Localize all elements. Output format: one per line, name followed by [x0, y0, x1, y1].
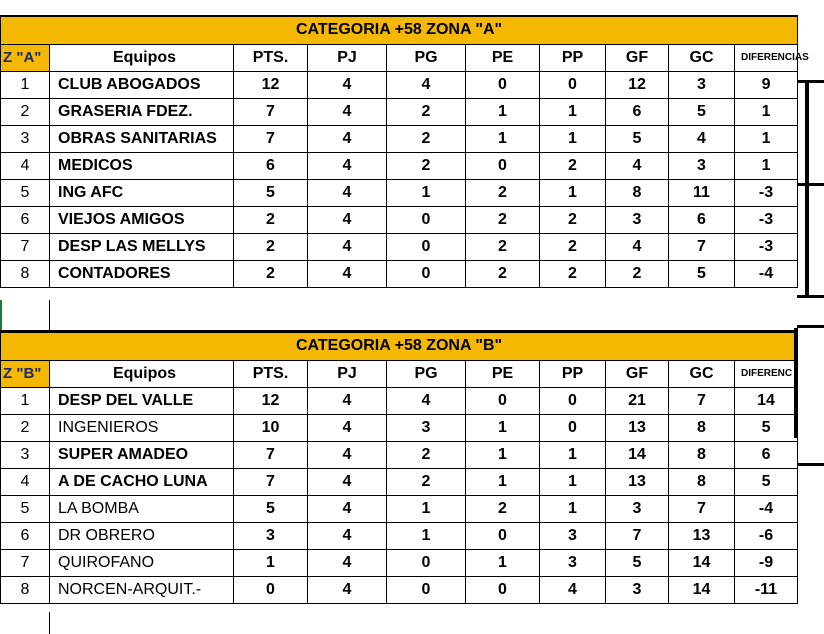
pe-cell: 1 — [466, 549, 540, 576]
pj-cell: 4 — [308, 522, 387, 549]
pe-cell: 0 — [466, 576, 540, 603]
diferencia-cell: 14 — [735, 387, 798, 414]
header-pe: PE — [466, 360, 540, 387]
zone-b-rows — [1, 387, 798, 603]
gf-cell: 2 — [606, 260, 669, 287]
pj-cell: 4 — [308, 152, 387, 179]
gf-cell: 7 — [606, 522, 669, 549]
pts-cell: 1 — [234, 549, 308, 576]
gc-cell: 14 — [669, 576, 735, 603]
team-name-cell: DESP LAS MELLYS — [50, 233, 234, 260]
pp-cell: 1 — [540, 468, 606, 495]
gf-cell: 21 — [606, 387, 669, 414]
rank-cell: 7 — [1, 549, 50, 576]
pj-cell: 4 — [308, 414, 387, 441]
pj-cell: 4 — [308, 260, 387, 287]
bracket-line — [794, 328, 798, 438]
pg-cell: 4 — [387, 387, 466, 414]
team-name-cell: VIEJOS AMIGOS — [50, 206, 234, 233]
pe-cell: 1 — [466, 468, 540, 495]
gf-cell: 5 — [606, 125, 669, 152]
gf-cell: 13 — [606, 468, 669, 495]
pg-cell: 1 — [387, 179, 466, 206]
header-row — [1, 360, 798, 387]
standings-table-zone-a — [0, 15, 809, 288]
gc-cell: 6 — [669, 206, 735, 233]
pg-cell: 2 — [387, 441, 466, 468]
table-title-row — [1, 332, 798, 360]
gc-cell: 13 — [669, 522, 735, 549]
pg-cell: 0 — [387, 206, 466, 233]
pe-cell: 0 — [466, 387, 540, 414]
gc-cell: 11 — [669, 179, 735, 206]
column-divider — [49, 300, 50, 330]
bracket-line — [797, 80, 824, 83]
team-name-cell: NORCEN-ARQUIT.- — [50, 576, 234, 603]
diferencia-cell: -9 — [735, 549, 798, 576]
team-name-cell: GRASERIA FDEZ. — [50, 98, 234, 125]
pg-cell: 0 — [387, 260, 466, 287]
header-gc: GC — [669, 360, 735, 387]
pe-cell: 0 — [466, 71, 540, 98]
header-zone: Z "B" — [1, 360, 50, 387]
header-row — [1, 44, 798, 71]
pts-cell: 6 — [234, 152, 308, 179]
bracket-line — [797, 325, 824, 328]
pp-cell: 3 — [540, 549, 606, 576]
pp-cell: 2 — [540, 152, 606, 179]
gf-cell: 5 — [606, 549, 669, 576]
diferencia-cell: 6 — [735, 441, 798, 468]
gc-cell: 8 — [669, 441, 735, 468]
rank-cell: 3 — [1, 125, 50, 152]
pg-cell: 4 — [387, 71, 466, 98]
rank-cell: 7 — [1, 233, 50, 260]
rank-cell: 8 — [1, 576, 50, 603]
table-title: CATEGORIA +58 ZONA "B" — [1, 332, 798, 360]
pp-cell: 1 — [540, 495, 606, 522]
pj-cell: 4 — [308, 549, 387, 576]
team-name-cell: DR OBRERO — [50, 522, 234, 549]
rank-cell: 2 — [1, 414, 50, 441]
pp-cell: 2 — [540, 233, 606, 260]
table-row — [1, 387, 798, 414]
pts-cell: 2 — [234, 206, 308, 233]
pts-cell: 3 — [234, 522, 308, 549]
diferencia-cell: 1 — [735, 125, 798, 152]
diferencia-cell: -11 — [735, 576, 798, 603]
pg-cell: 2 — [387, 125, 466, 152]
pp-cell: 2 — [540, 260, 606, 287]
pts-cell: 7 — [234, 125, 308, 152]
cell-selection-marker — [0, 300, 2, 330]
team-name-cell: INGENIEROS — [50, 414, 234, 441]
header-gc: GC — [669, 44, 735, 71]
diferencia-cell: -3 — [735, 179, 798, 206]
pj-cell: 4 — [308, 98, 387, 125]
pts-cell: 5 — [234, 179, 308, 206]
diferencia-cell: 5 — [735, 414, 798, 441]
team-name-cell: DESP DEL VALLE — [50, 387, 234, 414]
team-name-cell: LA BOMBA — [50, 495, 234, 522]
pts-cell: 7 — [234, 441, 308, 468]
pg-cell: 2 — [387, 468, 466, 495]
pts-cell: 12 — [234, 387, 308, 414]
diferencia-cell: 1 — [735, 152, 798, 179]
gc-cell: 7 — [669, 387, 735, 414]
table-row — [1, 125, 798, 152]
pp-cell: 1 — [540, 441, 606, 468]
pj-cell: 4 — [308, 125, 387, 152]
pe-cell: 1 — [466, 414, 540, 441]
header-zone: Z "A" — [1, 44, 50, 71]
table-row — [1, 576, 798, 603]
column-divider — [49, 612, 50, 634]
gc-cell: 3 — [669, 152, 735, 179]
pts-cell: 7 — [234, 98, 308, 125]
gf-cell: 13 — [606, 414, 669, 441]
pts-cell: 12 — [234, 71, 308, 98]
header-teams: Equipos — [50, 44, 234, 71]
header-pj: PJ — [308, 44, 387, 71]
table-row — [1, 71, 798, 98]
pp-cell: 1 — [540, 98, 606, 125]
pg-cell: 2 — [387, 98, 466, 125]
diferencia-cell: 5 — [735, 468, 798, 495]
gf-cell: 3 — [606, 495, 669, 522]
spacer-row — [0, 300, 797, 331]
pe-cell: 0 — [466, 152, 540, 179]
gf-cell: 4 — [606, 233, 669, 260]
gf-cell: 3 — [606, 576, 669, 603]
header-pg: PG — [387, 360, 466, 387]
pj-cell: 4 — [308, 468, 387, 495]
pe-cell: 2 — [466, 495, 540, 522]
diferencia-cell: 1 — [735, 98, 798, 125]
table-title-row — [1, 16, 798, 44]
team-name-cell: CONTADORES — [50, 260, 234, 287]
table-title: CATEGORIA +58 ZONA "A" — [1, 16, 798, 44]
table-row — [1, 152, 798, 179]
rank-cell: 6 — [1, 522, 50, 549]
header-pp: PP — [540, 44, 606, 71]
table-row — [1, 441, 798, 468]
rank-cell: 1 — [1, 387, 50, 414]
pj-cell: 4 — [308, 495, 387, 522]
pp-cell: 2 — [540, 206, 606, 233]
bracket-line — [797, 295, 824, 298]
pg-cell: 3 — [387, 414, 466, 441]
header-teams: Equipos — [50, 360, 234, 387]
pts-cell: 2 — [234, 260, 308, 287]
pp-cell: 1 — [540, 179, 606, 206]
rank-cell: 8 — [1, 260, 50, 287]
pg-cell: 2 — [387, 152, 466, 179]
gc-cell: 7 — [669, 495, 735, 522]
pe-cell: 1 — [466, 125, 540, 152]
pe-cell: 1 — [466, 98, 540, 125]
pe-cell: 2 — [466, 179, 540, 206]
gf-cell: 6 — [606, 98, 669, 125]
pp-cell: 0 — [540, 387, 606, 414]
diferencia-cell: 9 — [735, 71, 798, 98]
pp-cell: 1 — [540, 125, 606, 152]
bracket-line — [805, 80, 809, 185]
pe-cell: 2 — [466, 233, 540, 260]
pj-cell: 4 — [308, 441, 387, 468]
table-row — [1, 549, 798, 576]
pj-cell: 4 — [308, 387, 387, 414]
header-diferencias: DIFERENCIAS — [735, 44, 798, 71]
pp-cell: 0 — [540, 414, 606, 441]
table-row — [1, 98, 798, 125]
zone-a-rows — [1, 71, 798, 287]
gf-cell: 12 — [606, 71, 669, 98]
pts-cell: 7 — [234, 468, 308, 495]
table-row — [1, 522, 798, 549]
pg-cell: 0 — [387, 549, 466, 576]
pe-cell: 2 — [466, 206, 540, 233]
table-row — [1, 260, 798, 287]
table-row — [1, 468, 798, 495]
rank-cell: 4 — [1, 468, 50, 495]
header-pts: PTS. — [234, 360, 308, 387]
table-row — [1, 233, 798, 260]
pe-cell: 0 — [466, 522, 540, 549]
gc-cell: 8 — [669, 414, 735, 441]
pj-cell: 4 — [308, 206, 387, 233]
rank-cell: 2 — [1, 98, 50, 125]
table-row — [1, 495, 798, 522]
bracket-line — [797, 183, 824, 186]
pp-cell: 4 — [540, 576, 606, 603]
team-name-cell: MEDICOS — [50, 152, 234, 179]
gf-cell: 4 — [606, 152, 669, 179]
header-pts: PTS. — [234, 44, 308, 71]
rank-cell: 5 — [1, 179, 50, 206]
team-name-cell: CLUB ABOGADOS — [50, 71, 234, 98]
pe-cell: 2 — [466, 260, 540, 287]
pj-cell: 4 — [308, 71, 387, 98]
standings-table-zone-b — [0, 331, 798, 604]
diferencia-cell: -4 — [735, 260, 798, 287]
gf-cell: 3 — [606, 206, 669, 233]
rank-cell: 6 — [1, 206, 50, 233]
pj-cell: 4 — [308, 576, 387, 603]
team-name-cell: A DE CACHO LUNA — [50, 468, 234, 495]
team-name-cell: ING AFC — [50, 179, 234, 206]
pj-cell: 4 — [308, 179, 387, 206]
gc-cell: 7 — [669, 233, 735, 260]
header-pe: PE — [466, 44, 540, 71]
pts-cell: 10 — [234, 414, 308, 441]
bracket-line — [805, 186, 809, 296]
gc-cell: 5 — [669, 98, 735, 125]
pg-cell: 1 — [387, 495, 466, 522]
diferencia-cell: -3 — [735, 233, 798, 260]
gc-cell: 14 — [669, 549, 735, 576]
team-name-cell: SUPER AMADEO — [50, 441, 234, 468]
table-row — [1, 179, 798, 206]
header-gf: GF — [606, 44, 669, 71]
table-row — [1, 414, 798, 441]
pj-cell: 4 — [308, 233, 387, 260]
pg-cell: 0 — [387, 576, 466, 603]
rank-cell: 1 — [1, 71, 50, 98]
gf-cell: 8 — [606, 179, 669, 206]
pts-cell: 0 — [234, 576, 308, 603]
header-gf: GF — [606, 360, 669, 387]
rank-cell: 5 — [1, 495, 50, 522]
pg-cell: 1 — [387, 522, 466, 549]
gc-cell: 4 — [669, 125, 735, 152]
gc-cell: 8 — [669, 468, 735, 495]
gc-cell: 5 — [669, 260, 735, 287]
pp-cell: 3 — [540, 522, 606, 549]
gf-cell: 14 — [606, 441, 669, 468]
team-name-cell: OBRAS SANITARIAS — [50, 125, 234, 152]
pts-cell: 5 — [234, 495, 308, 522]
header-diferencias: DIFERENC — [735, 360, 798, 387]
bracket-line — [797, 463, 824, 466]
pg-cell: 0 — [387, 233, 466, 260]
table-row — [1, 206, 798, 233]
rank-cell: 4 — [1, 152, 50, 179]
pts-cell: 2 — [234, 233, 308, 260]
pe-cell: 1 — [466, 441, 540, 468]
team-name-cell: QUIROFANO — [50, 549, 234, 576]
pp-cell: 0 — [540, 71, 606, 98]
diferencia-cell: -6 — [735, 522, 798, 549]
header-pj: PJ — [308, 360, 387, 387]
gc-cell: 3 — [669, 71, 735, 98]
header-pp: PP — [540, 360, 606, 387]
diferencia-cell: -4 — [735, 495, 798, 522]
header-pg: PG — [387, 44, 466, 71]
rank-cell: 3 — [1, 441, 50, 468]
diferencia-cell: -3 — [735, 206, 798, 233]
